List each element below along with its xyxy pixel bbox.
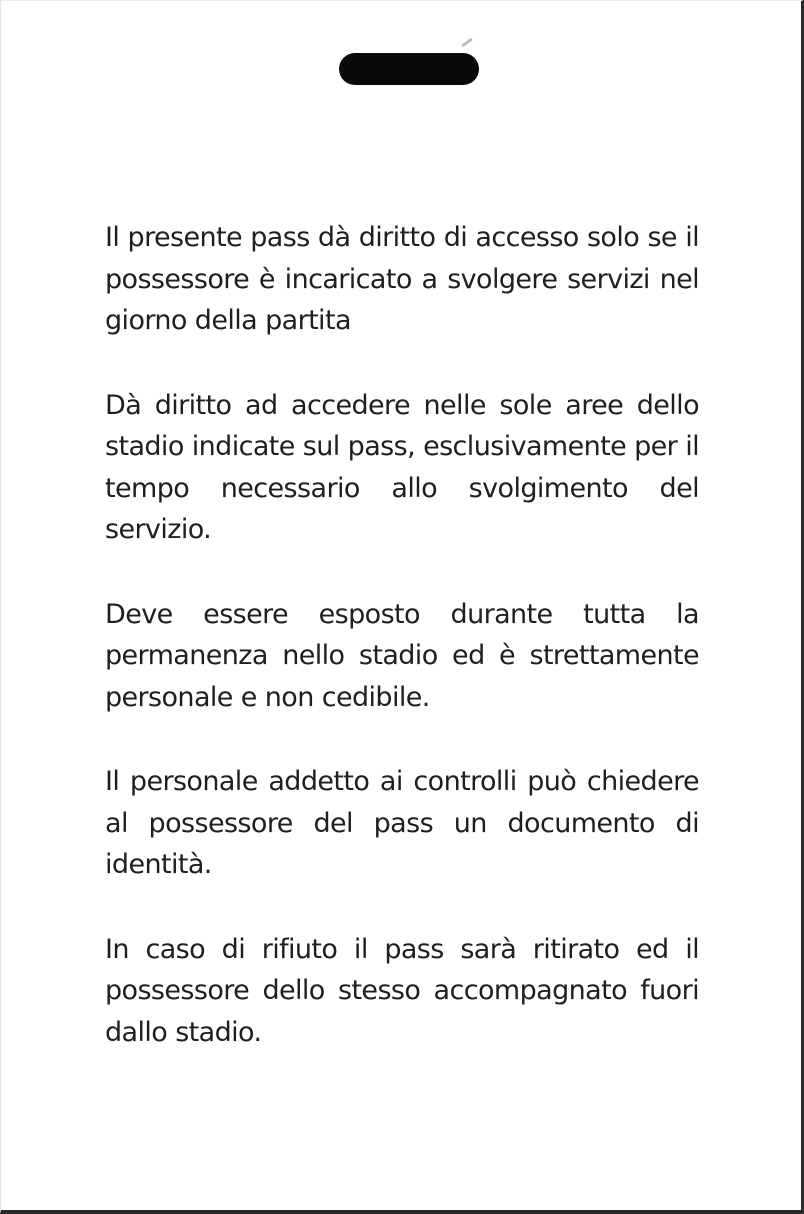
terms-paragraph-display: Deve essere esposto durante tutta la permanenza nello stadio ed è strettamente personale e non cedibile.	[105, 598, 699, 713]
lanyard-slot	[339, 53, 479, 85]
terms-paragraph-areas: Dà diritto ad accedere nelle sole aree dello stadio indicate sul pass, esclusivamente per il tempo necessario allo svolgimento del servizio.	[105, 389, 699, 545]
terms-paragraph-access: Il presente pass dà diritto di accesso solo se il possessore è incaricato a svolgere servizi nel giorno della partita	[105, 222, 699, 336]
slot-scratch-mark	[461, 38, 473, 47]
terms-paragraph-identity: Il personale addetto ai controlli può chiedere al possessore del pass un documento di identità.	[105, 766, 699, 880]
pass-terms-text	[105, 217, 699, 1096]
terms-paragraph-refusal: In caso di rifiuto il pass sarà ritirato ed il possessore dello stesso accompagnato fuori dallo stadio.	[105, 933, 699, 1048]
